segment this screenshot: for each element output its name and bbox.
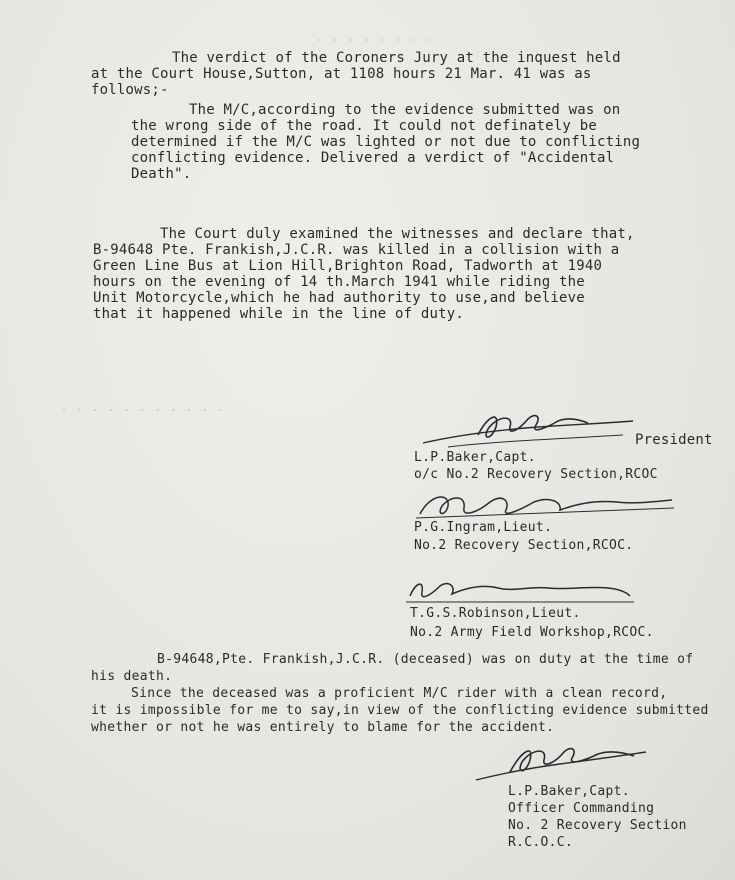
closing-corps: R.C.O.C. [508,835,574,850]
text-line: his death. [91,669,173,684]
member3-name: T.G.S.Robinson,Lieut. [410,606,581,621]
text-line: B-94648,Pte. Frankish,J.C.R. (deceased) was on duty at the time of [157,652,694,667]
text-line: B-94648 Pte. Frankish,J.C.R. was killed in a collision with a [93,242,620,258]
member2-unit: No.2 Recovery Section,RCOC. [414,538,634,553]
text-line: that it happened while in the line of duty. [93,306,465,322]
signature-robinson [402,574,642,608]
text-line: follows;- [91,82,169,98]
text-line: Unit Motorcycle,which he had authority to use,and believe [93,290,585,306]
closing-name: L.P.Baker,Capt. [508,784,630,799]
text-line: conflicting evidence. Delivered a verdict of "Accidental [131,150,615,166]
text-line: The verdict of the Coroners Jury at the inquest held [172,50,621,66]
signature-baker-closing [470,738,650,788]
bleed-through-text: . . . . . . . . . [300,30,434,45]
member1-unit: o/c No.2 Recovery Section,RCOC [414,467,658,482]
text-line: whether or not he was entirely to blame for the accident. [91,720,555,735]
signature-ingram [410,488,680,524]
text-line: The M/C,according to the evidence submitted was on [189,102,621,118]
closing-title: Officer Commanding [508,801,655,816]
text-line: hours on the evening of 14 th.March 1941 while riding the [93,274,585,290]
text-line: Death". [131,166,192,182]
text-line: Since the deceased was a proficient M/C rider with a clean record, [131,686,668,701]
bleed-through-text: . . . . . . . . . . . [60,400,225,415]
member1-name: L.P.Baker,Capt. [414,450,536,465]
member2-name: P.G.Ingram,Lieut. [414,520,553,535]
signature-baker [418,405,638,455]
closing-unit: No. 2 Recovery Section [508,818,687,833]
member3-unit: No.2 Army Field Workshop,RCOC. [410,625,654,640]
text-line: Green Line Bus at Lion Hill,Brighton Road, Tadworth at 1940 [93,258,603,274]
text-line: it is impossible for me to say,in view of the conflicting evidence submitted [91,703,709,718]
text-line: The Court duly examined the witnesses and declare that, [160,226,635,242]
text-line: the wrong side of the road. It could not definately be [131,118,597,134]
text-line: at the Court House,Sutton, at 1108 hours 21 Mar. 41 was as [91,66,592,82]
text-line: determined if the M/C was lighted or not due to conflicting [131,134,641,150]
president-label: President [635,432,713,448]
